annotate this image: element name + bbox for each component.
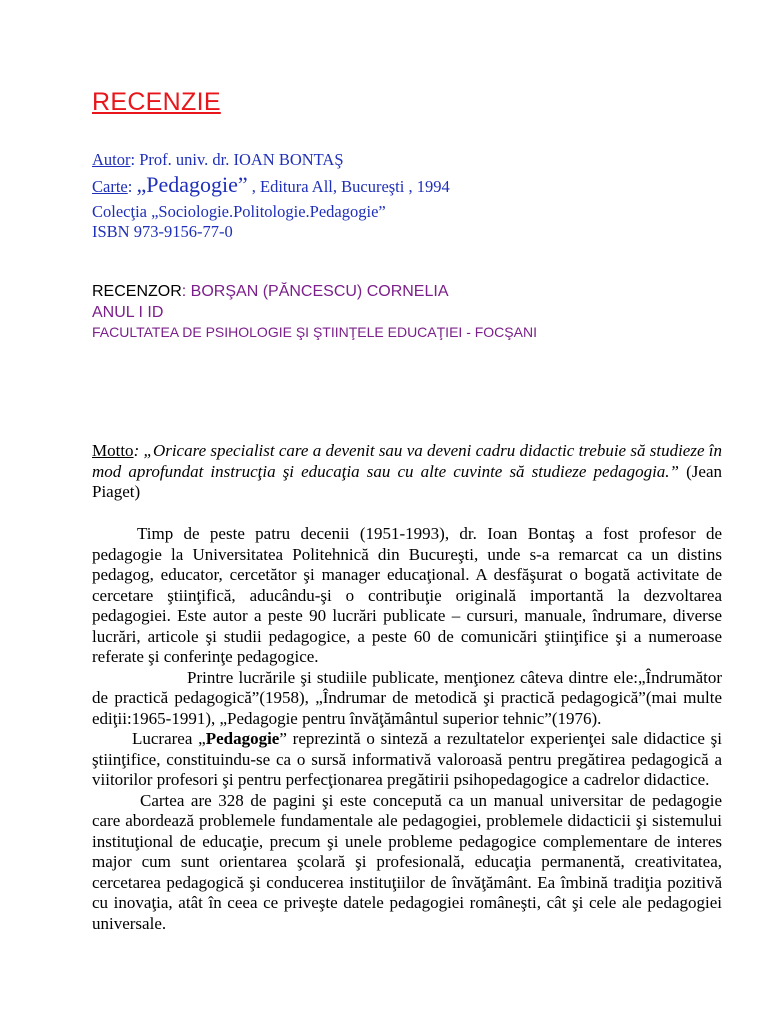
paragraph-2: Printre lucrările şi studiile publicate, menţionez câteva dintre ele:„Îndrumător de practică pedagogică”(1958), „Îndrumar de metodică şi practică pedagogică”(mai multe ediţii:1965-1991), „Pedagogie pentru învăţământul superior tehnic”(1976).	[92, 667, 722, 728]
page-title: RECENZIE	[92, 88, 221, 116]
author-value: : Prof. univ. dr. IOAN BONTAŞ	[130, 150, 344, 169]
paragraph-4: Cartea are 328 de pagini şi este concepută ca un manual universitar de pedagogie care abordează problemele fundamentale ale pedagogiei, problemele didacticii şi sistemului instituţional de educaţie, precum şi unele probleme pedagogice complementare de interes major cum sunt orientarea şcolară şi profesională, educaţia permanentă, creativitatea, cercetarea pedagogică şi conducerea instituţiilor de învăţământ. Ea îmbină tradiţia pozitivă cu inovaţia, atât în ceea ce priveşte datele pedagogiei româneşti, cât şi cele ale pedagogiei universale.	[92, 790, 722, 933]
collection-line: Colecţia „Sociologie.Politologie.Pedagogie”	[92, 202, 386, 221]
reviewer-name: : BORŞAN (PĂNCESCU) CORNELIA	[181, 283, 449, 300]
book-line	[92, 172, 450, 198]
author-line	[92, 150, 344, 170]
book-label: Carte	[92, 177, 128, 196]
reviewer-year: ANUL I ID	[92, 304, 164, 321]
isbn-line: ISBN 973-9156-77-0	[92, 222, 233, 241]
motto-attribution: (Jean Piaget)	[92, 461, 722, 501]
motto-label: Motto	[92, 441, 134, 460]
book-colon: :	[127, 177, 137, 196]
reviewer-faculty: FACULTATEA DE PSIHOLOGIE ŞI ŞTIINŢELE EDUCAŢIEI - FOCŞANI	[92, 324, 537, 340]
motto-block	[92, 441, 722, 503]
paragraph-3-rest: ” reprezintă o sinteză a rezultatelor experienţei sale didactice şi ştiinţifice, constituindu-se ca o sursă informativă valoroasă pentru pregătirea pedagogică a viitorilor profesori şi pentru perfecţionarea pregătirii psihopedagogice a cadrelor didactice.	[92, 729, 722, 789]
reviewer-line	[92, 283, 449, 301]
paragraph-3-start: Lucrarea „	[132, 729, 206, 748]
body-text	[92, 524, 722, 934]
paragraph-3	[92, 729, 722, 791]
reviewer-label: RECENZOR	[92, 283, 182, 300]
book-title: „Pedagogie”	[136, 172, 248, 197]
paragraph-1: Timp de peste patru decenii (1951-1993), dr. Ioan Bontaş a fost profesor de pedagogie la Universitatea Politehnică din Bucureşti, unde s-a remarcat ca un distins pedagog, educator, cercetător şi manager educaţional. A desfăşurat o bogată activitate de cercetare ştiinţifică, aducându-şi o contribuţie originală importantă la dezvoltarea pedagogiei. Este autor a peste 90 lucrări publicate – cursuri, manuale, îndrumare, diverse lucrări, articole şi studii pedagogice, a peste 60 de comunicări ştiinţifice şi a numeroase referate şi conferinţe pedagogice.	[92, 524, 722, 666]
motto-text: : „Oricare specialist care a devenit sau va deveni cadru didactic trebuie să studieze în mod aprofundat instrucţia şi educaţia sau cu alte cuvinte să studieze pedagogia.”	[92, 441, 722, 481]
book-publisher: , Editura All, Bucureşti , 1994	[247, 177, 450, 196]
author-label: Autor	[92, 150, 131, 169]
paragraph-3-bold: Pedagogie	[205, 729, 280, 748]
